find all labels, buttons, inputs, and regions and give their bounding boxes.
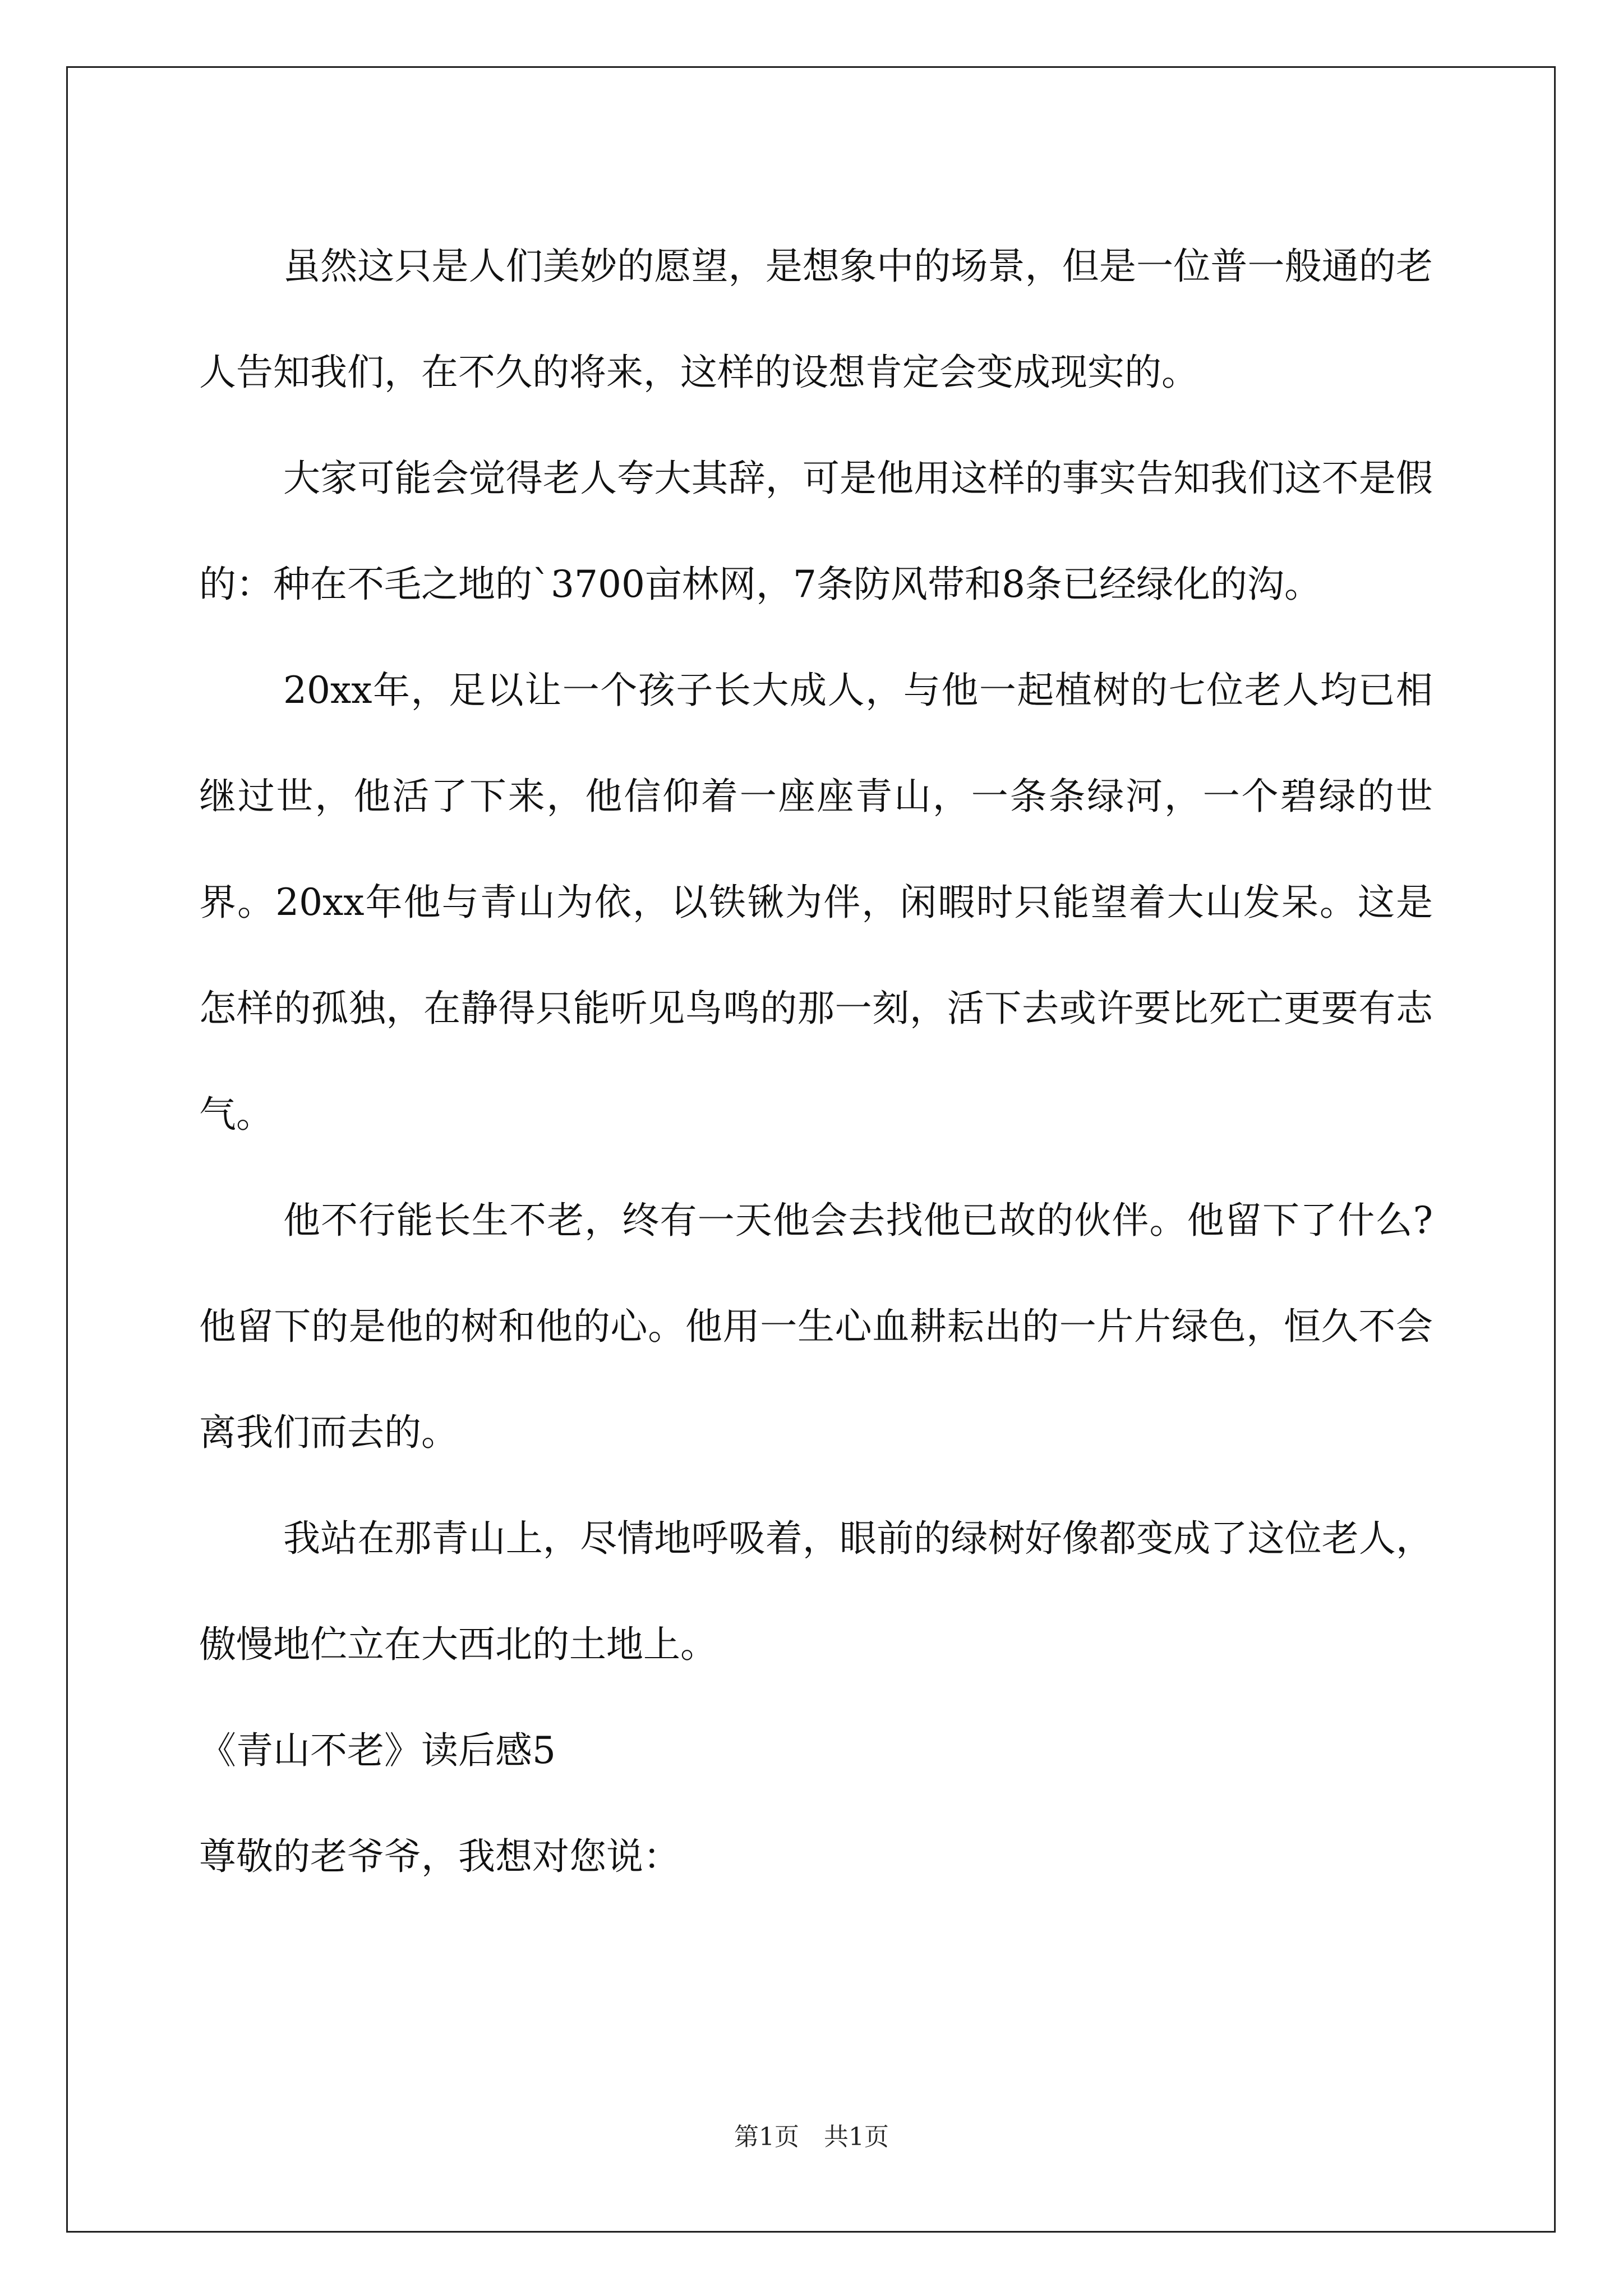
paragraph-2: 大家可能会觉得老人夸大其辞，可是他用这样的事实告知我们这不是假的：种在不毛之地的`3700亩林网，7条防风带和8条已经绿化的沟。 <box>199 457 1433 606</box>
document-body <box>199 213 1433 1910</box>
page-footer: 第1页 共1页 <box>734 2123 889 2151</box>
paragraph-5: 我站在那青山上，尽情地呼吸着，眼前的绿树好像都变成了这位老人，傲慢地伫立在大西北的土地上。 <box>199 1517 1433 1666</box>
paragraph-4: 他不行能长生不老，终有一天他会去找他已故的伙伴。他留下了什么?他留下的是他的树和他的心。他用一生心血耕耘出的一片片绿色，恒久不会离我们而去的。 <box>199 1199 1433 1454</box>
greeting-line: 尊敬的老爷爷，我想对您说： <box>199 1835 680 1878</box>
paragraph-3: 20xx年，足以让一个孩子长大成人，与他一起植树的七位老人均已相继过世，他活了下来，他信仰着一座座青山，一条条绿河，一个碧绿的世界。20xx年他与青山为依，以铁锹为伴，闲暇时只能望着大山发呆。这是怎样的孤独，在静得只能听见鸟鸣的那一刻，活下去或许要比死亡更要有志气。 <box>199 669 1433 1136</box>
section-title: 《青山不老》读后感5 <box>199 1729 556 1772</box>
paragraph-1: 虽然这只是人们美妙的愿望，是想象中的场景，但是一位普一般通的老人告知我们，在不久的将来，这样的设想肯定会变成现实的。 <box>199 245 1433 394</box>
